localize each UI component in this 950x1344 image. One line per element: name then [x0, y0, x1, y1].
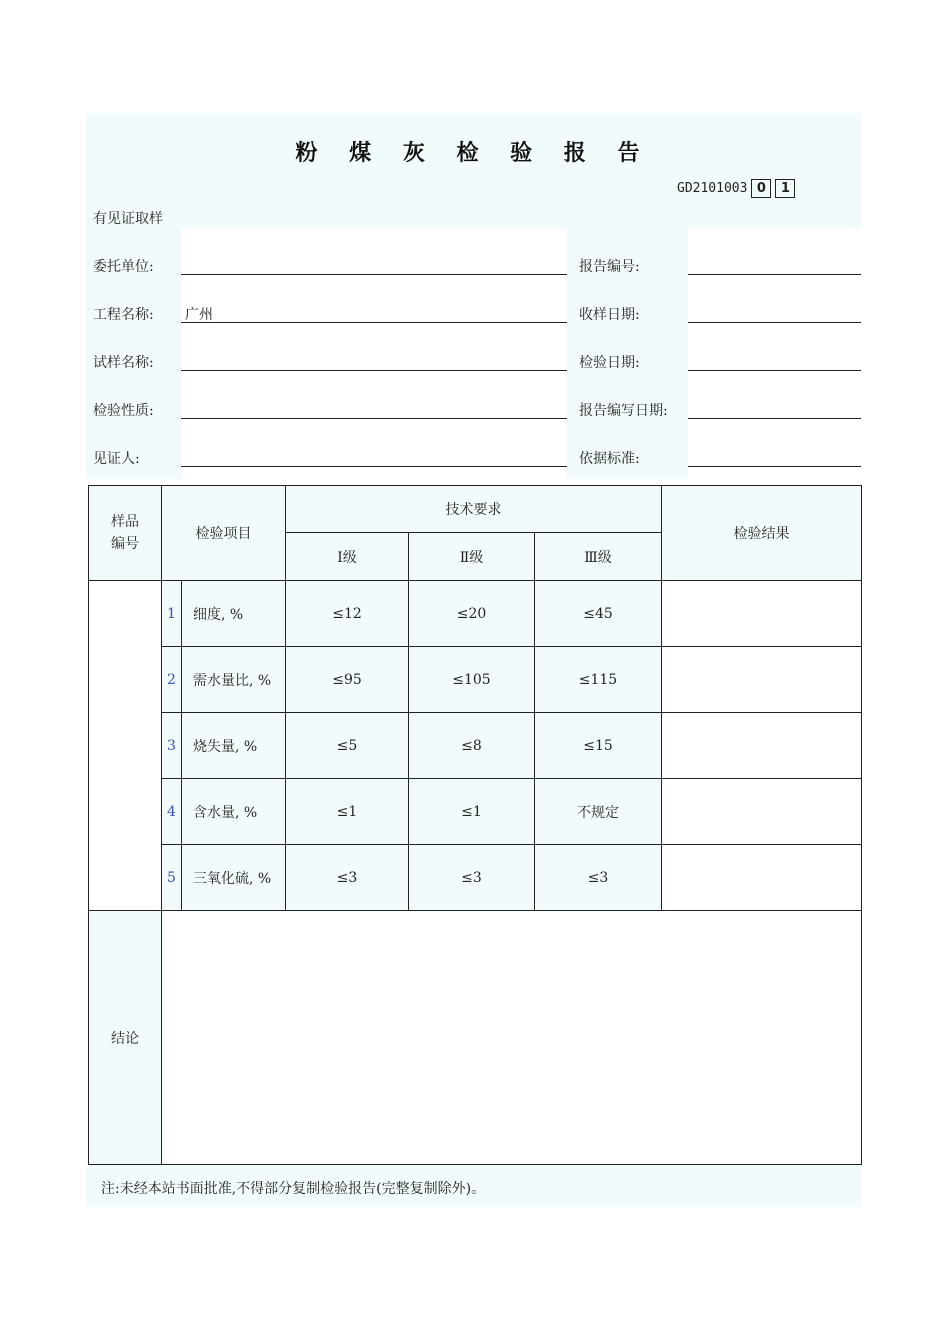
grade-3-requirement: ≤3	[535, 845, 662, 911]
witness-person-field[interactable]	[181, 466, 567, 467]
test-date-field[interactable]	[688, 370, 861, 371]
result-cell[interactable]	[662, 713, 862, 779]
standard-field[interactable]	[688, 466, 861, 467]
grade-2-header: Ⅱ级	[409, 533, 535, 581]
test-item: 三氧化硫, %	[182, 845, 286, 911]
witness-sampling-label: 有见证取样	[93, 211, 163, 227]
result-cell[interactable]	[662, 581, 862, 647]
sample-name-label: 试样名称:	[93, 355, 154, 371]
grade-1-requirement: ≤3	[286, 845, 409, 911]
sample-number-header: 样品 编号	[89, 486, 162, 581]
client-label: 委托单位:	[93, 259, 154, 275]
report-write-date-label: 报告编写日期:	[579, 403, 668, 419]
row-number: 1	[162, 581, 182, 647]
table-row	[89, 581, 862, 647]
project-value: 广州	[185, 307, 213, 323]
receive-date-field[interactable]	[688, 322, 861, 323]
report-number-label: 报告编号:	[579, 259, 640, 275]
test-item-header: 检验项目	[162, 486, 286, 581]
test-nature-field[interactable]	[181, 418, 567, 419]
receive-date-label: 收样日期:	[579, 307, 640, 323]
grade-3-requirement: ≤15	[535, 713, 662, 779]
header-background	[86, 113, 861, 229]
table-row	[89, 779, 862, 845]
table-row	[89, 845, 862, 911]
test-date-label: 检验日期:	[579, 355, 640, 371]
report-code	[677, 178, 795, 198]
grade-1-requirement: ≤5	[286, 713, 409, 779]
report-title: 粉 煤 灰 检 验 报 告	[295, 141, 652, 166]
test-nature-label: 检验性质:	[93, 403, 154, 419]
row-number: 3	[162, 713, 182, 779]
report-code-box-1[interactable]: 0	[751, 179, 771, 198]
grade-3-requirement: 不规定	[535, 779, 662, 845]
grade-1-header: Ⅰ级	[286, 533, 409, 581]
requirements-header: 技术要求	[286, 486, 662, 533]
grade-2-requirement: ≤3	[409, 845, 535, 911]
conclusion-cell[interactable]	[162, 911, 862, 1165]
grade-3-requirement: ≤115	[535, 647, 662, 713]
grade-2-requirement: ≤105	[409, 647, 535, 713]
grade-2-requirement: ≤8	[409, 713, 535, 779]
result-cell[interactable]	[662, 647, 862, 713]
client-field[interactable]	[181, 274, 567, 275]
standard-label: 依据标准:	[579, 451, 640, 467]
result-cell[interactable]	[662, 779, 862, 845]
project-field[interactable]	[181, 322, 567, 323]
grade-2-requirement: ≤1	[409, 779, 535, 845]
conclusion-label: 结论	[89, 911, 162, 1165]
test-item: 需水量比, %	[182, 647, 286, 713]
grade-1-requirement: ≤95	[286, 647, 409, 713]
row-number: 2	[162, 647, 182, 713]
witness-person-label: 见证人:	[93, 451, 140, 467]
grade-3-header: Ⅲ级	[535, 533, 662, 581]
row-number: 5	[162, 845, 182, 911]
sample-name-field[interactable]	[181, 370, 567, 371]
report-code-box-2[interactable]: 1	[775, 179, 795, 198]
grade-3-requirement: ≤45	[535, 581, 662, 647]
test-item: 细度, %	[182, 581, 286, 647]
report-write-date-field[interactable]	[688, 418, 861, 419]
report-number-field[interactable]	[688, 274, 861, 275]
footer-note: 注:未经本站书面批准,不得部分复制检验报告(完整复制除外)。	[101, 1181, 486, 1197]
test-table	[88, 485, 862, 1165]
grade-2-requirement: ≤20	[409, 581, 535, 647]
table-row	[89, 713, 862, 779]
table-row	[89, 647, 862, 713]
result-cell[interactable]	[662, 845, 862, 911]
row-number: 4	[162, 779, 182, 845]
report-code-prefix: GD2101003	[677, 180, 748, 196]
test-item: 烧失量, %	[182, 713, 286, 779]
test-item: 含水量, %	[182, 779, 286, 845]
project-label: 工程名称:	[93, 307, 154, 323]
grade-1-requirement: ≤1	[286, 779, 409, 845]
sample-number-cell[interactable]	[89, 581, 162, 911]
result-header: 检验结果	[662, 486, 862, 581]
grade-1-requirement: ≤12	[286, 581, 409, 647]
